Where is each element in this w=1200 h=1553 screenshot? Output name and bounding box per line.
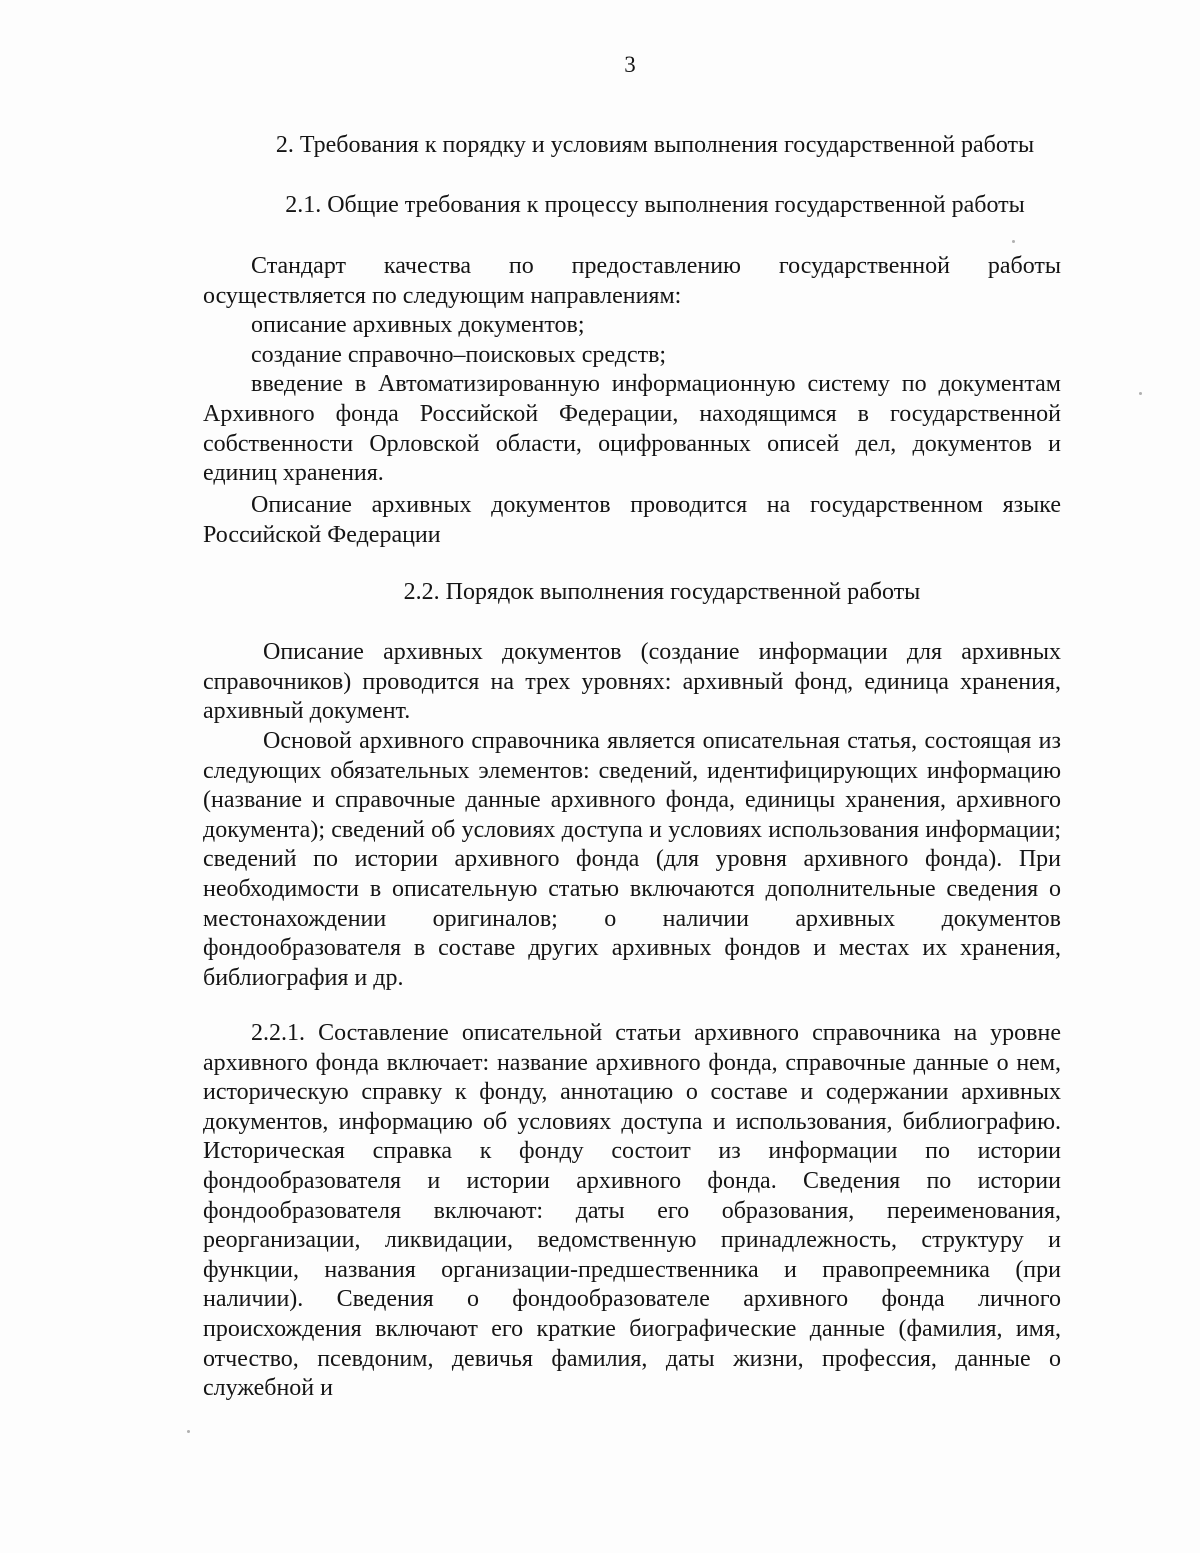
- list-item-information-system: введение в Автоматизированную информационную систему по документам Архивного фонда Российской Федерации, находящимся в государственной собственности Орловской области, оцифрованных описей дел, документов и единиц хранения.: [203, 371, 1061, 487]
- section-2-1-body: [203, 252, 1061, 489]
- scan-speck: [1012, 240, 1015, 243]
- scan-speck: [187, 1430, 190, 1433]
- section-heading-2: 2. Требования к порядку и условиям выполнения государственной работы: [275, 132, 1035, 158]
- section-heading-2-2: 2.2. Порядок выполнения государственной работы: [403, 579, 921, 605]
- item-2-2-1-block: [203, 1019, 1061, 1404]
- page-number: 3: [624, 52, 636, 77]
- levels-paragraph: Описание архивных документов (создание информации для архивных справочников) проводится на трех уровнях: архивный фонд, единица хранения, архивный документ.: [203, 639, 1061, 725]
- language-paragraph-block: [203, 491, 1061, 550]
- list-item-search-tools: создание справочно–поисковых средств;: [251, 341, 667, 368]
- scan-speck: [1139, 392, 1142, 395]
- basis-paragraph: Основой архивного справочника является описательная статья, состоящая из следующих обязательных элементов: сведений, идентифицирующих информацию (название и справочные данные архивного фонда, единицы хранения, архивного документа); сведений об условиях доступа и условиях использования информации; сведений по истории архивного фонда (для уровня архивного фонда). При необходимости в описательную статью включаются дополнительные сведения о местонахождении оригиналов; о наличии архивных документов фондообразователя в составе других архивных фондов и местах их хранения, библиография и др.: [203, 728, 1061, 991]
- levels-paragraph-block: [203, 638, 1061, 727]
- item-2-2-1-paragraph: 2.2.1. Составление описательной статьи архивного справочника на уровне архивного фонда включает: название архивного фонда, справочные данные о нем, историческую справку к фонду, аннотацию о составе и содержании архивных документов, информацию об условиях доступа и использования, библиографию. Историческая справка к фонду состоит из информации по истории фондообразователя и истории архивного фонда. Сведения по истории фондообразователя включают: даты его образования, переименования, реорганизации, ликвидации, ведомственную принадлежность, структуру и функции, названия организации-предшественника и правопреемника (при наличии). Сведения о фондообразователе архивного фонда личного происхождения включают его краткие биографические данные (фамилия, имя, отчество, псевдоним, девичья фамилия, даты жизни, профессия, данные о служебной и: [203, 1020, 1061, 1402]
- list-item-description: описание архивных документов;: [251, 312, 585, 339]
- section-heading-2-1: 2.1. Общие требования к процессу выполнения государственной работы: [285, 192, 1025, 218]
- basis-paragraph-block: [203, 727, 1061, 993]
- quality-standard-intro: Стандарт качества по предоставлению государственной работы осуществляется по следующим направлениям:: [203, 253, 1061, 309]
- language-paragraph: Описание архивных документов проводится на государственном языке Российской Федерации: [203, 492, 1061, 548]
